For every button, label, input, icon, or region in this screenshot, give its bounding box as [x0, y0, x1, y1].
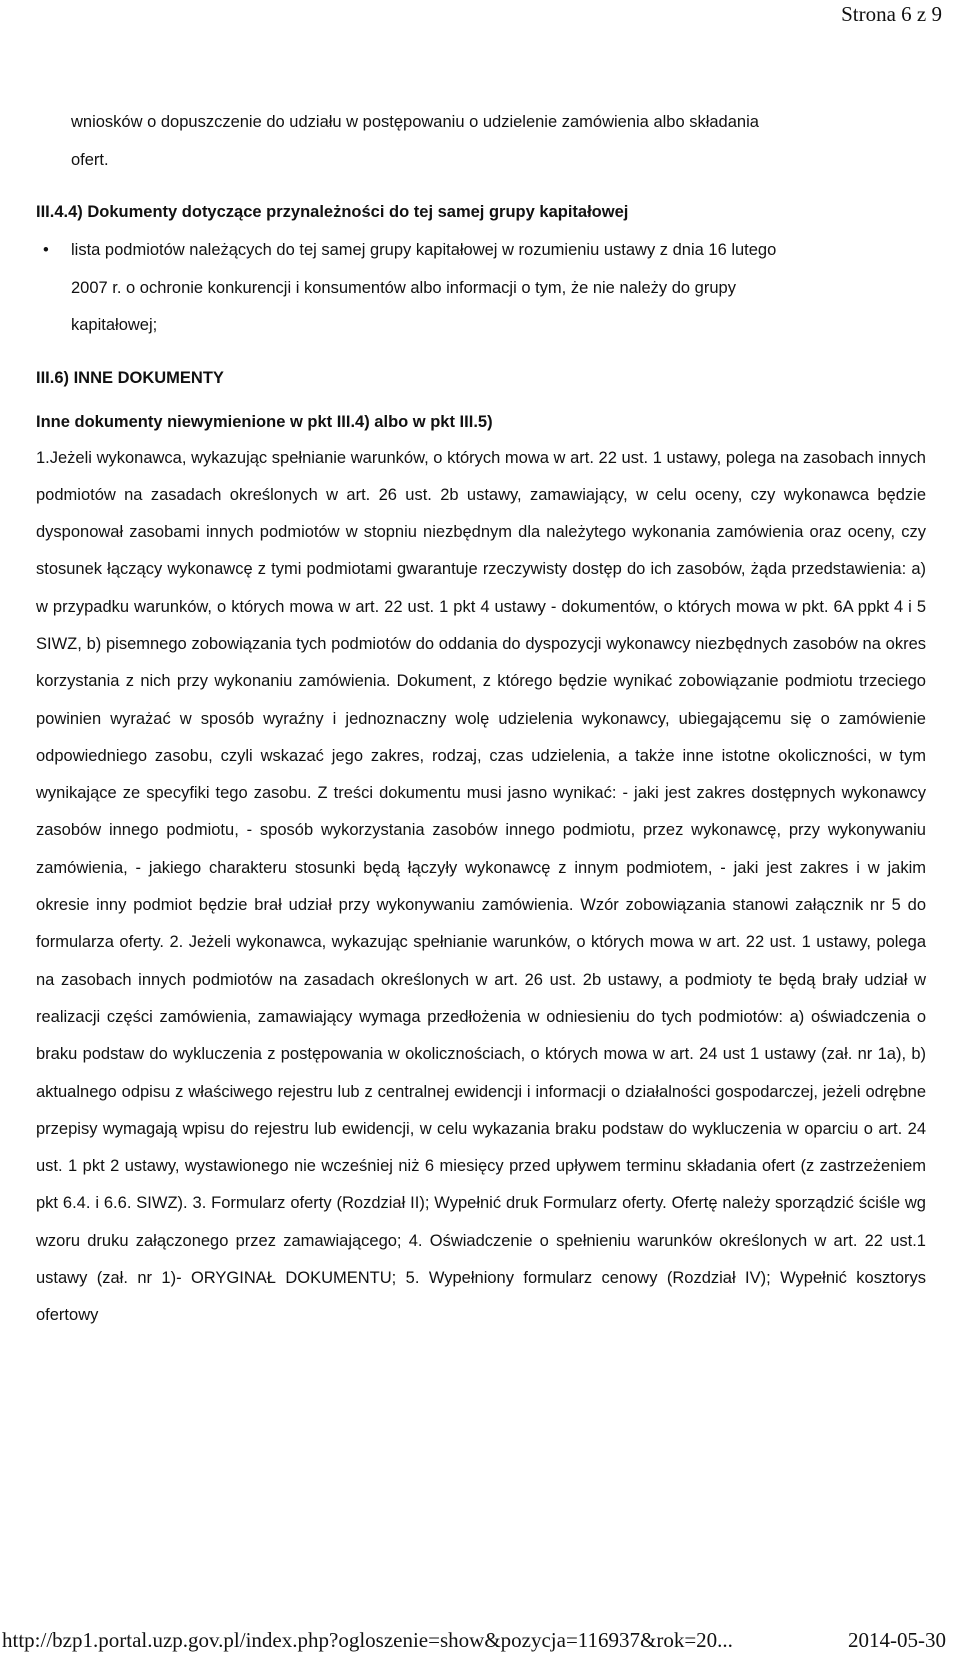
page-number: Strona 6 z 9	[841, 2, 942, 26]
footer-url: http://bzp1.portal.uzp.gov.pl/index.php?ogloszenie=show&pozycja=116937&rok=20...	[2, 1628, 733, 1652]
document-body	[36, 104, 926, 1335]
bullet-line-2: 2007 r. o ochronie konkurencji i konsumentów albo informacji o tym, że nie należy do grupy	[71, 278, 736, 297]
bullet-item	[43, 232, 926, 345]
section-heading-iii-6: III.6) INNE DOKUMENTY	[36, 368, 224, 387]
section-heading-iii-4-4: III.4.4) Dokumenty dotyczące przynależności do tej samej grupy kapitałowej	[36, 203, 629, 221]
other-documents-heading: Inne dokumenty niewymienione w pkt III.4) albo w pkt III.5)	[36, 412, 493, 431]
continuation-line-1: wniosków o dopuszczenie do udziału w postępowaniu o udzielenie zamówienia albo składania	[71, 113, 759, 131]
footer-date: 2014-05-30	[848, 1628, 946, 1652]
page-footer	[0, 1626, 960, 1654]
bullet-line-1: lista podmiotów należących do tej samej grupy kapitałowej w rozumieniu ustawy z dnia 16 lutego	[71, 241, 777, 259]
bullet-line-3: kapitałowej;	[71, 316, 158, 334]
bullet-dot-icon: •	[43, 241, 49, 259]
other-documents-paragraph: 1.Jeżeli wykonawca, wykazując spełnianie warunków, o których mowa w art. 22 ust. 1 ustawy, polega na zasobach innych podmiotów na zasadach określonych w art. 26 ust. 2b ustawy, zamawiający, w celu oceny, czy wykonawca będzie dysponował zasobami innych podmiotów w stopniu niezbędnym dla należytego wykonania zamówienia oraz oceny, czy stosunek łączący wykonawcę z tymi podmiotami gwarantuje rzeczywisty dostęp do ich zasobów, żąda przedstawienia: a) w przypadku warunków, o których mowa w art. 22 ust. 1 pkt 4 ustawy - dokumentów, o których mowa w pkt. 6A ppkt 4 i 5 SIWZ, b) pisemnego zobowiązania tych podmiotów do oddania do dyspozycji wykonawcy niezbędnych zasobów na okres korzystania z nich przy wykonaniu zamówienia. Dokument, z którego będzie wynikać zobowiązanie podmiotu trzeciego powinien wyrażać w sposób wyraźny i jednoznaczny wolę udzielenia wykonawcy, ubiegającemu się o zamówienie odpowiedniego zasobu, czyli wskazać jego zakres, rodzaj, czas udzielenia, a także inne istotne okoliczności, w tym wynikające ze specyfiki tego zasobu. Z treści dokumentu musi jasno wynikać: - jaki jest zakres dostępnych wykonawcy zasobów innego podmiotu, - sposób wykorzystania zasobów innego podmiotu, przez wykonawcę, przy wykonywaniu zamówienia, - jakiego charakteru stosunki będą łączyły wykonawcę z innym podmiotem, - jaki jest zakres i w jakim okresie inny podmiot będzie brał udział przy wykonywaniu zamówienia. Wzór zobowiązania stanowi załącznik nr 5 do formularza oferty. 2. Jeżeli wykonawca, wykazując spełnianie warunków, o których mowa w art. 22 ust. 1 ustawy, polega na zasobach innych podmiotów na zasadach określonych w art. 26 ust. 2b ustawy, a podmioty te będą brały udział w realizacji części zamówienia, zamawiający wymaga przedłożenia w odniesieniu do tych podmiotów: a) oświadczenia o braku podstaw do wykluczenia z postępowania w okolicznościach, o których mowa w art. 24 ust 1 ustawy (zał. nr 1a), b) aktualnego odpisu z właściwego rejestru lub z centralnej ewidencji i informacji o działalności gospodarczej, jeżeli odrębne przepisy wymagają wpisu do rejestru lub ewidencji, w celu wykazania braku podstaw do wykluczenia w oparciu o art. 24 ust. 1 pkt 2 ustawy, wystawionego nie wcześniej niż 6 miesięcy przed upływem terminu składania ofert (z zastrzeżeniem pkt 6.4. i 6.6. SIWZ). 3. Formularz oferty (Rozdział II); Wypełnić druk Formularz oferty. Ofertę należy sporządzić ściśle wg wzoru druku załączonego przez zamawiającego; 4. Oświadczenie o spełnieniu warunków określonych w art. 22 ust.1 ustawy (zał. nr 1)- ORYGINAŁ DOKUMENTU; 5. Wypełniony formularz cenowy (Rozdział IV); Wypełnić kosztorys ofertowy	[36, 448, 926, 1325]
continuation-line-2: ofert.	[71, 150, 109, 169]
